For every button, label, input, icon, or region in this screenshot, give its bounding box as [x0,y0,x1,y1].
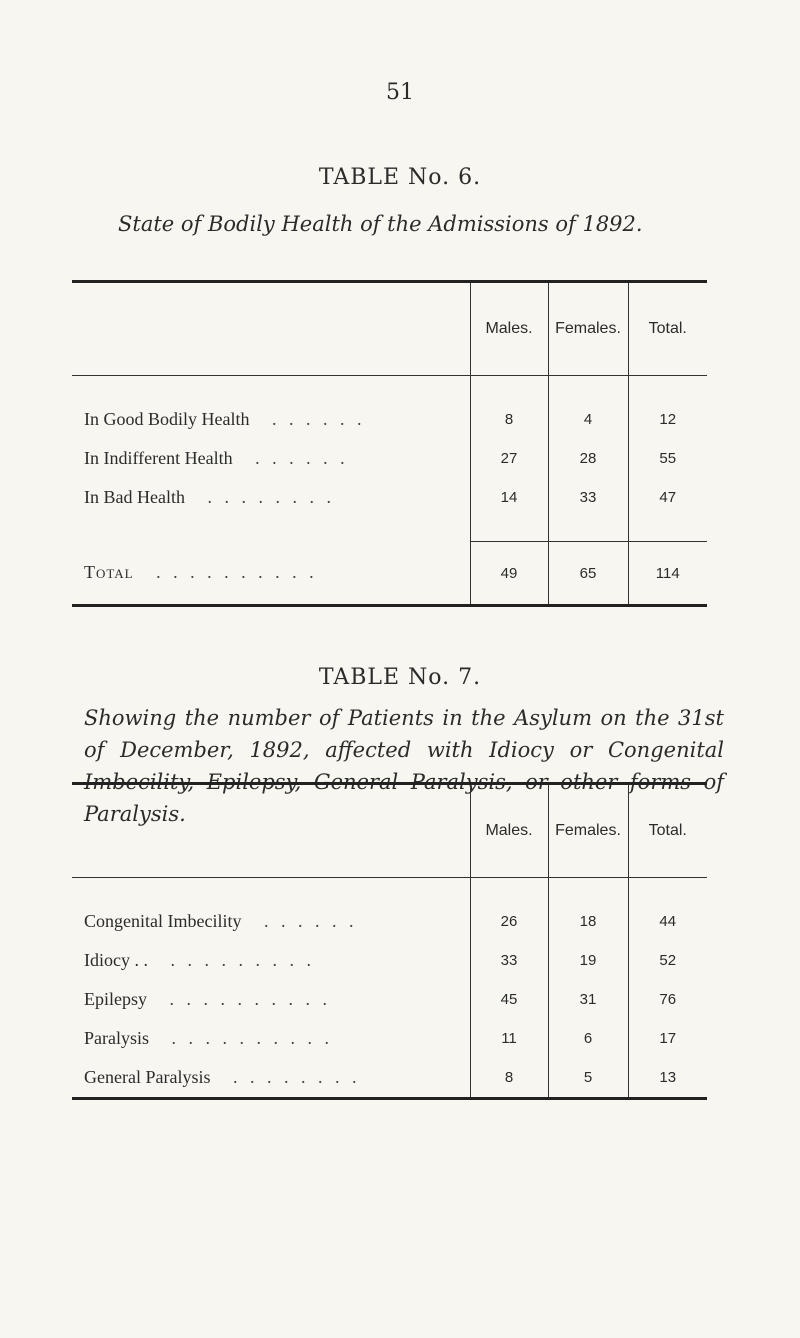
dot-leader: . . . . . . . . [207,487,335,507]
table-total-row [72,542,707,606]
table-6 [72,280,707,607]
cell-males: 49 [470,542,548,606]
table-row [72,478,707,517]
cell-total: 47 [628,478,707,517]
cell-total: 13 [628,1058,707,1099]
table-7 [72,782,707,1100]
table-6-corner-cell [72,282,470,376]
cell-total: 12 [628,400,707,439]
cell-total: 76 [628,980,707,1019]
cell-females: 33 [548,478,628,517]
cell-females: 5 [548,1058,628,1099]
page-number: 51 [386,80,414,105]
row-label: Idiocy . . [84,950,148,970]
cell-females: 65 [548,542,628,606]
table-row [72,1058,707,1099]
cell-females: 4 [548,400,628,439]
cell-females: 18 [548,902,628,941]
row-label: In Bad Health [84,487,185,507]
row-label: In Indifferent Health [84,448,233,468]
dot-leader: . . . . . . . . . . [156,562,318,583]
table-row [72,439,707,478]
table-6-title: TABLE No. 6. [318,165,482,190]
dot-leader: . . . . . . [271,409,366,429]
row-label: In Good Bodily Health [84,409,250,429]
cell-total: 17 [628,1019,707,1058]
cell-females: 28 [548,439,628,478]
cell-total: 55 [628,439,707,478]
cell-males: 27 [470,439,548,478]
table-6-header-males: Males. [470,282,548,376]
row-label: General Paralysis [84,1067,211,1087]
table-row [72,902,707,941]
cell-males: 33 [470,941,548,980]
cell-females: 31 [548,980,628,1019]
cell-males: 45 [470,980,548,1019]
cell-males: 11 [470,1019,548,1058]
table-6-subtitle: State of Bodily Health of the Admissions of 1892. [118,212,643,236]
table-row [72,980,707,1019]
row-label: Paralysis [84,1028,149,1048]
table-row [72,941,707,980]
dot-leader: . . . . . . . . . [170,950,315,970]
cell-males: 14 [470,478,548,517]
cell-total: 114 [628,542,707,606]
dot-leader: . . . . . . . . . . [169,989,331,1009]
dot-leader: . . . . . . . . [232,1067,361,1087]
table-7-header-males: Males. [470,784,548,878]
table-7-subtitle: Showing the number of Patients in the Asylum on the 31st of December, 1892, affected with Idiocy or Congenital Imbecility, Epilepsy, General Paralysis, or other forms of Paralysis. [84,706,724,826]
cell-total: 52 [628,941,707,980]
table-row [72,1019,707,1058]
cell-males: 26 [470,902,548,941]
row-label: Epilepsy [84,989,147,1009]
table-6-header-total: Total. [628,282,707,376]
table-row [72,400,707,439]
cell-females: 19 [548,941,628,980]
total-label: Total [84,562,134,583]
table-7-header-females: Females. [548,784,628,878]
dot-leader: . . . . . . [255,448,349,468]
table-7-header-total: Total. [628,784,707,878]
cell-males: 8 [470,1058,548,1099]
row-label: Congenital Imbecility [84,911,242,931]
table-7-title: TABLE No. 7. [318,665,482,690]
dot-leader: . . . . . . [263,911,358,931]
cell-total: 44 [628,902,707,941]
table-6-header-females: Females. [548,282,628,376]
table-7-corner-cell [72,784,470,878]
dot-leader: . . . . . . . . . . [171,1028,333,1048]
cell-males: 8 [470,400,548,439]
cell-females: 6 [548,1019,628,1058]
